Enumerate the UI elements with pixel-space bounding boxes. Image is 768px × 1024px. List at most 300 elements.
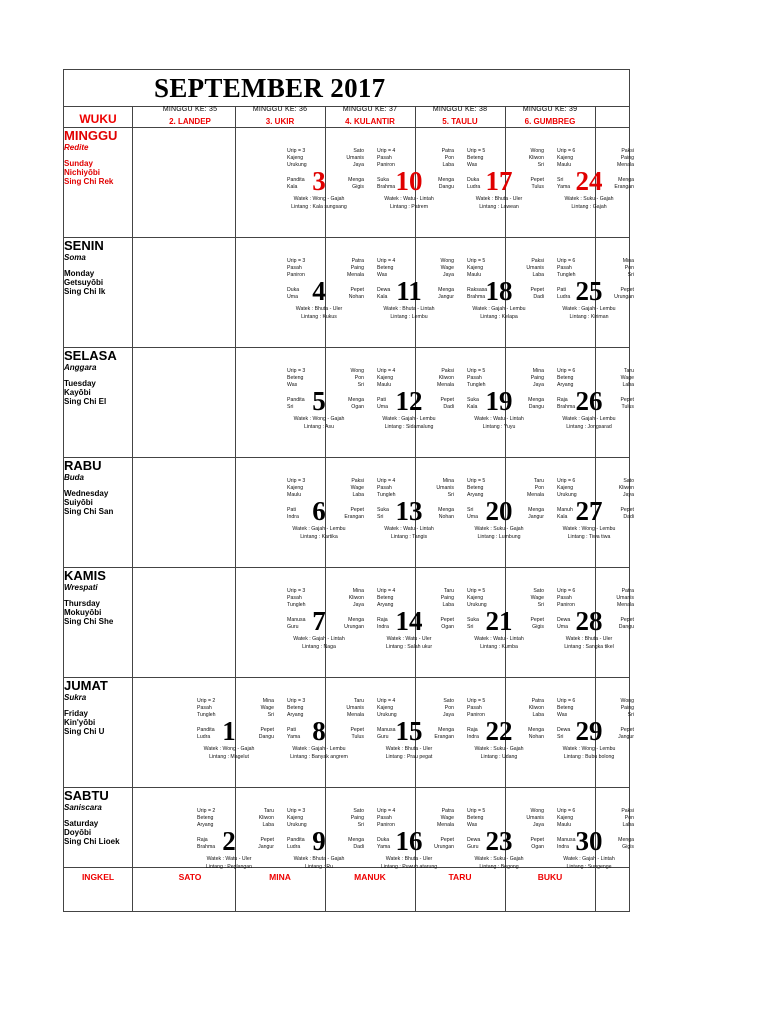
cell-left-text: Urip = 5: [467, 808, 486, 814]
cell-right-text: Dangu: [618, 624, 634, 630]
cell-right-text: Pepet: [350, 507, 364, 513]
cell-right-text: Mina: [262, 698, 274, 704]
cell-right-text: Laba: [622, 382, 634, 388]
cell-right-text: Jangur: [258, 844, 274, 850]
cell-left-text: Pasah: [467, 705, 482, 711]
cell-left-text: Urip = 3: [287, 808, 306, 814]
cell-left-text: Urip = 4: [377, 698, 396, 704]
cell-left-text: Urip = 4: [377, 588, 396, 594]
cell-left-text: Manusa: [557, 837, 576, 843]
watek-text: Watek : Wong - Gajah: [203, 746, 255, 752]
date-number: 28: [575, 606, 603, 636]
cell-right-text: Sato: [533, 588, 544, 594]
cell-left-text: Kala: [377, 294, 388, 300]
cell-left-text: Maulu: [557, 822, 572, 828]
watek-text: Watek : Gajah - Lembu: [292, 526, 346, 532]
cell-left-text: Kala: [467, 404, 478, 410]
cell-right-text: Paing: [440, 595, 454, 601]
cell-right-text: Menala: [616, 162, 634, 168]
cell-left-text: Pasah: [467, 375, 482, 381]
cell-left-text: Pati: [287, 507, 296, 513]
cell-left-text: Pasah: [287, 265, 302, 271]
ingkel-name: BUKU: [537, 872, 563, 882]
cell-right-text: Menga: [438, 507, 454, 513]
day-label-minggu: [64, 128, 132, 186]
watek-text: Watek : Watu - Lintah: [384, 526, 434, 532]
day-sanskrit: Saniscara: [64, 803, 102, 812]
week-number: MINGGU KE: 36: [252, 106, 308, 113]
cell-left-text: Kajeng: [287, 815, 304, 821]
cell-right-text: Kliwon: [258, 815, 274, 821]
cell-right-text: Pon: [534, 485, 544, 491]
cell-right-text: Wong: [440, 258, 454, 264]
cell-left-text: Indra: [467, 734, 479, 740]
cell-right-text: Pepet: [350, 727, 364, 733]
day-sanskrit: Redite: [64, 143, 89, 152]
cell-left-text: Pati: [557, 287, 566, 293]
date-number: 22: [485, 716, 513, 746]
cell-left-text: Manusa: [377, 727, 396, 733]
cell-left-text: Urip = 3: [287, 258, 306, 264]
cell-left-text: Urip = 4: [377, 478, 396, 484]
cell-left-text: Tungleh: [197, 712, 216, 718]
cell-right-text: Sri: [357, 382, 364, 388]
cell-left-text: Was: [287, 382, 298, 388]
ingkel-name: MANUK: [354, 872, 386, 882]
watek-text: Watek : Suku - Gajah: [474, 746, 524, 752]
cell-right-text: Laba: [442, 602, 454, 608]
lintang-text: Lintang : Puwuh atarung: [380, 864, 438, 870]
day-label-selasa: [64, 348, 132, 406]
watek-text: Watek : Suku - Gajah: [474, 856, 524, 862]
cell-right-text: Laba: [442, 162, 454, 168]
cell-right-text: Menga: [348, 617, 364, 623]
cell-right-text: Erangan: [614, 184, 634, 190]
lintang-text: Lintang : Lawean: [479, 204, 519, 210]
day-english: Tuesday: [64, 379, 96, 388]
cell-left-text: Urip = 4: [377, 808, 396, 814]
cell-left-text: Urip = 6: [557, 588, 576, 594]
day-chinese: Sing Chi She: [64, 617, 114, 626]
cell-right-text: Paksi: [621, 808, 634, 814]
cell-left-text: Maulu: [557, 162, 572, 168]
cell-left-text: Raja: [467, 727, 478, 733]
cell-right-text: Sato: [623, 478, 634, 484]
cell-left-text: Urip = 5: [467, 368, 486, 374]
date-number: 27: [575, 496, 603, 526]
day-name: MINGGU: [64, 128, 118, 143]
cell-left-text: Aryang: [557, 382, 574, 388]
watek-text: Watek : Suku - Gajah: [564, 196, 614, 202]
cell-left-text: Maulu: [377, 382, 392, 388]
cell-right-text: Laba: [352, 492, 364, 498]
cell-left-text: Suka: [467, 617, 479, 623]
cell-left-text: Suka: [467, 397, 479, 403]
lintang-text: Lintang : Jongsarad: [566, 424, 612, 430]
date-number: 16: [395, 826, 423, 856]
cell-left-text: Pasah: [377, 815, 392, 821]
cell-left-text: Pasah: [557, 595, 572, 601]
date-number: 10: [395, 166, 423, 196]
cell-left-text: Duka: [467, 177, 480, 183]
cell-right-text: Mina: [622, 258, 634, 264]
ingkel-name: SATO: [178, 872, 202, 882]
day-japanese: Nichiyōbi: [64, 168, 101, 177]
cell-left-text: Indra: [287, 514, 299, 520]
cell-right-text: Urungan: [434, 844, 454, 850]
day-chinese: Sing Chi U: [64, 727, 105, 736]
cell-left-text: Pandita: [287, 397, 305, 403]
wuku-name: 2. LANDEP: [169, 117, 211, 126]
cell-left-text: Kala: [557, 514, 568, 520]
cell-right-text: Menala: [436, 822, 454, 828]
cell-left-text: Urip = 3: [287, 148, 306, 154]
cell-right-text: Pepet: [440, 837, 454, 843]
cell-left-text: Kajeng: [557, 485, 574, 491]
cell-right-text: Pon: [444, 705, 454, 711]
cell-right-text: Menga: [438, 287, 454, 293]
date-number: 8: [312, 716, 326, 746]
lintang-text: Lintang : Asu: [304, 424, 334, 430]
cell-left-text: Sri: [287, 404, 294, 410]
cell-right-text: Dadi: [353, 844, 364, 850]
date-number: 12: [395, 386, 423, 416]
day-english: Monday: [64, 269, 95, 278]
cell-right-text: Menga: [438, 727, 454, 733]
cell-right-text: Mina: [352, 588, 364, 594]
cell-right-text: Menga: [528, 727, 544, 733]
cell-left-text: Kajeng: [287, 485, 304, 491]
cell-left-text: Manuh: [557, 507, 573, 513]
cell-left-text: Aryang: [287, 712, 304, 718]
cell-left-text: Uma: [557, 624, 568, 630]
cell-right-text: Menga: [348, 837, 364, 843]
day-english: Friday: [64, 709, 89, 718]
cell-right-text: Dangu: [258, 734, 274, 740]
day-label-senin: [64, 238, 132, 296]
cell-left-text: Yama: [377, 844, 391, 850]
lintang-text: Lintang : Sidamalung: [384, 424, 434, 430]
cell-right-text: Dangu: [528, 404, 544, 410]
watek-text: Watek : Gajah - Lembu: [382, 416, 436, 422]
cell-left-text: Tungleh: [377, 492, 396, 498]
cell-left-text: Pasah: [377, 155, 392, 161]
cell-right-text: Menala: [346, 272, 364, 278]
cell-right-text: Jaya: [443, 712, 454, 718]
date-number: 11: [396, 276, 422, 306]
day-chinese: Sing Chi Rek: [64, 177, 114, 186]
watek-text: Watek : Gajah - Lembu: [292, 746, 346, 752]
day-cell-29: [557, 698, 647, 793]
cell-right-text: Menga: [528, 507, 544, 513]
date-number: 26: [575, 386, 603, 416]
week-number: MINGGU KE: 38: [432, 106, 488, 113]
cell-left-text: Suka: [377, 507, 389, 513]
cell-left-text: Kajeng: [557, 815, 574, 821]
cell-right-text: Umanis: [616, 595, 634, 601]
watek-text: Watek : Watu - Lintah: [384, 196, 434, 202]
cell-right-text: Patra: [621, 588, 634, 594]
cell-left-text: Brahma: [197, 844, 216, 850]
cell-right-text: Dadi: [623, 514, 634, 520]
cell-left-text: Pandita: [287, 837, 305, 843]
date-number: 20: [485, 496, 513, 526]
cell-right-text: Nohan: [528, 734, 544, 740]
cell-left-text: Pasah: [197, 705, 212, 711]
cell-right-text: Sato: [353, 808, 364, 814]
watek-text: Watek : Wong - Lembu: [562, 526, 616, 532]
date-number: 9: [312, 826, 326, 856]
date-number: 13: [395, 496, 423, 526]
lintang-text: Lintang : Prau pegat: [385, 754, 433, 760]
cell-right-text: Taru: [353, 698, 364, 704]
cell-right-text: Sri: [537, 162, 544, 168]
cell-right-text: Sri: [357, 822, 364, 828]
cell-right-text: Pon: [354, 375, 364, 381]
day-chinese: Sing Chi Ik: [64, 287, 106, 296]
cell-left-text: Urip = 5: [467, 588, 486, 594]
cell-left-text: Raksasa: [467, 287, 488, 293]
cell-left-text: Uma: [287, 294, 298, 300]
cell-right-text: Urungan: [344, 624, 364, 630]
cell-right-text: Gigis: [532, 624, 544, 630]
ingkel-name: TARU: [448, 872, 472, 882]
cell-right-text: Dangu: [438, 184, 454, 190]
watek-text: Watek : Bhuta - Uler: [385, 746, 433, 752]
cell-right-text: Sri: [537, 602, 544, 608]
cell-left-text: Urip = 3: [287, 588, 306, 594]
cell-right-text: Paing: [620, 155, 634, 161]
cell-left-text: Paniron: [377, 822, 395, 828]
cell-left-text: Sri: [377, 514, 384, 520]
date-number: 15: [395, 716, 423, 746]
watek-text: Watek : Suku - Gajah: [474, 526, 524, 532]
date-number: 24: [575, 166, 603, 196]
date-number: 4: [312, 276, 326, 306]
cell-right-text: Paksi: [441, 368, 454, 374]
lintang-text: Lintang : Kelapa: [480, 314, 518, 320]
cell-right-text: Umanis: [526, 815, 544, 821]
cell-right-text: Ogan: [441, 624, 454, 630]
cell-left-text: Pandita: [197, 727, 215, 733]
cell-left-text: Urukung: [287, 822, 307, 828]
cell-left-text: Urip = 5: [467, 148, 486, 154]
cell-left-text: Urip = 4: [377, 148, 396, 154]
grid-line: [132, 106, 133, 912]
cell-right-text: Sato: [443, 698, 454, 704]
day-sanskrit: Wrespati: [64, 583, 98, 592]
cell-right-text: Pepet: [440, 397, 454, 403]
date-number: 2: [222, 826, 236, 856]
cell-right-text: Umanis: [436, 485, 454, 491]
cell-right-text: Pepet: [620, 507, 634, 513]
date-number: 21: [485, 606, 513, 636]
cell-right-text: Kliwon: [528, 705, 544, 711]
cell-right-text: Wong: [350, 368, 364, 374]
cell-right-text: Pepet: [260, 727, 274, 733]
cell-left-text: Urip = 3: [287, 698, 306, 704]
cell-right-text: Wong: [530, 808, 544, 814]
cell-right-text: Pepet: [530, 837, 544, 843]
watek-text: Watek : Watu - Lintah: [474, 636, 524, 642]
cell-left-text: Pasah: [377, 485, 392, 491]
cell-right-text: Pepet: [260, 837, 274, 843]
cell-left-text: Urukung: [377, 712, 397, 718]
cell-left-text: Guru: [467, 844, 479, 850]
cell-left-text: Uma: [377, 404, 388, 410]
cell-left-text: Brahma: [557, 404, 576, 410]
cell-left-text: Was: [467, 822, 478, 828]
cell-right-text: Umanis: [526, 265, 544, 271]
day-english: Thursday: [64, 599, 101, 608]
cell-right-text: Wage: [620, 375, 634, 381]
lintang-text: Lintang : Tangis: [390, 534, 428, 540]
date-number: 14: [395, 606, 423, 636]
cell-left-text: Kajeng: [377, 375, 394, 381]
cell-right-text: Pepet: [620, 287, 634, 293]
cell-right-text: Taru: [443, 588, 454, 594]
cell-right-text: Jangur: [618, 734, 634, 740]
cell-left-text: Tungleh: [557, 272, 576, 278]
cell-left-text: Kajeng: [377, 705, 394, 711]
cell-right-text: Paksi: [531, 258, 544, 264]
cell-right-text: Sri: [627, 712, 634, 718]
cell-left-text: Urip = 6: [557, 368, 576, 374]
cell-left-text: Raja: [557, 397, 568, 403]
day-english: Sunday: [64, 159, 93, 168]
lintang-text: Lintang : Kiriman: [569, 314, 609, 320]
cell-right-text: Erangan: [344, 514, 364, 520]
cell-left-text: Duka: [287, 287, 300, 293]
cell-left-text: Paniron: [377, 162, 395, 168]
cell-left-text: Sri: [467, 624, 474, 630]
cell-left-text: Was: [557, 712, 568, 718]
watek-text: Watek : Gajah - Lintah: [293, 636, 345, 642]
cell-left-text: Was: [377, 272, 388, 278]
watek-text: Watek : Watu - Uler: [206, 856, 252, 862]
cell-left-text: Beteng: [377, 265, 394, 271]
cell-right-text: Pepet: [620, 617, 634, 623]
cell-left-text: Kajeng: [557, 155, 574, 161]
cell-left-text: Urip = 6: [557, 258, 576, 264]
cell-right-text: Erangan: [434, 734, 454, 740]
cell-right-text: Wage: [260, 705, 274, 711]
cell-left-text: Urip = 2: [197, 698, 216, 704]
day-name: JUMAT: [64, 678, 108, 693]
cell-left-text: Beteng: [197, 815, 214, 821]
lintang-text: Lintang : Yuyu: [482, 424, 516, 430]
date-number: 23: [485, 826, 513, 856]
day-japanese: Kayōbi: [64, 388, 91, 397]
cell-right-text: Jangur: [528, 514, 544, 520]
watek-text: Watek : Gajah - Lembu: [562, 416, 616, 422]
cell-left-text: Paniron: [467, 712, 485, 718]
cell-left-text: Duka: [377, 837, 390, 843]
lintang-text: Lintang : Udang: [480, 754, 518, 760]
cell-left-text: Urip = 6: [557, 148, 576, 154]
lintang-text: Lintang : Lumbung: [477, 534, 521, 540]
lintang-text: Lintang : Sungenge: [566, 864, 612, 870]
lintang-text: Lintang : Kartika: [300, 534, 338, 540]
cell-left-text: Was: [467, 162, 478, 168]
cell-right-text: Patra: [531, 698, 544, 704]
cell-left-text: Kajeng: [287, 155, 304, 161]
date-number: 5: [312, 386, 326, 416]
cell-left-text: Urip = 6: [557, 478, 576, 484]
lintang-text: Lintang : Gajah: [571, 204, 607, 210]
cell-left-text: Indra: [377, 624, 389, 630]
lintang-text: Lintang : Ru: [305, 864, 333, 870]
cell-right-text: Wage: [440, 265, 454, 271]
day-cell-25: [557, 258, 647, 353]
date-number: 30: [575, 826, 603, 856]
cell-left-text: Guru: [287, 624, 299, 630]
cell-right-text: Menga: [348, 397, 364, 403]
cell-left-text: Paniron: [287, 272, 305, 278]
date-number: 7: [312, 606, 326, 636]
cell-right-text: Pepet: [350, 287, 364, 293]
cell-right-text: Menga: [348, 177, 364, 183]
cell-right-text: Wage: [530, 595, 544, 601]
lintang-text: Lintang : Peglangan: [205, 864, 253, 870]
cell-left-text: Dewa: [557, 727, 571, 733]
day-english: Saturday: [64, 819, 99, 828]
lintang-text: Lintang : Naga: [302, 644, 336, 650]
cell-left-text: Aryang: [377, 602, 394, 608]
cell-right-text: Jaya: [533, 382, 544, 388]
cell-right-text: Pepet: [530, 287, 544, 293]
cell-right-text: Nohan: [438, 514, 454, 520]
cell-left-text: Ludra: [287, 844, 301, 850]
cell-left-text: Ludra: [467, 184, 481, 190]
cell-left-text: Urip = 5: [467, 478, 486, 484]
cell-left-text: Sri: [467, 507, 474, 513]
cell-right-text: Sri: [627, 272, 634, 278]
cell-right-text: Laba: [532, 272, 544, 278]
lintang-text: Lintang : Patrem: [389, 204, 429, 210]
day-cell-26: [557, 368, 647, 463]
cell-left-text: Kala: [287, 184, 298, 190]
cell-right-text: Tulus: [351, 734, 364, 740]
cell-right-text: Mina: [442, 478, 454, 484]
cell-left-text: Beteng: [557, 705, 574, 711]
cell-right-text: Pon: [624, 815, 634, 821]
cell-left-text: Suka: [377, 177, 389, 183]
cell-right-text: Sato: [353, 148, 364, 154]
page-title: SEPTEMBER 2017: [154, 73, 386, 103]
cell-right-text: Jaya: [353, 602, 364, 608]
cell-left-text: Beteng: [467, 815, 484, 821]
cell-left-text: Yama: [287, 734, 301, 740]
cell-left-text: Urip = 4: [377, 258, 396, 264]
lintang-text: Lintang : Tiwa tiwa: [567, 534, 611, 540]
cell-left-text: Beteng: [287, 375, 304, 381]
cell-left-text: Urukung: [287, 162, 307, 168]
watek-text: Watek : Gajah - Lembu: [562, 306, 616, 312]
cell-left-text: Beteng: [467, 485, 484, 491]
cell-right-text: Paksi: [351, 478, 364, 484]
day-chinese: Sing Chi Lioek: [64, 837, 120, 846]
cell-left-text: Raja: [377, 617, 388, 623]
cell-right-text: Taru: [263, 808, 274, 814]
wuku-name: 3. UKIR: [265, 117, 295, 126]
cell-right-text: Paing: [620, 705, 634, 711]
cell-right-text: Menala: [346, 712, 364, 718]
cell-right-text: Jangur: [438, 294, 454, 300]
cell-right-text: Wong: [530, 148, 544, 154]
cell-right-text: Pepet: [530, 617, 544, 623]
cell-left-text: Maulu: [467, 272, 482, 278]
